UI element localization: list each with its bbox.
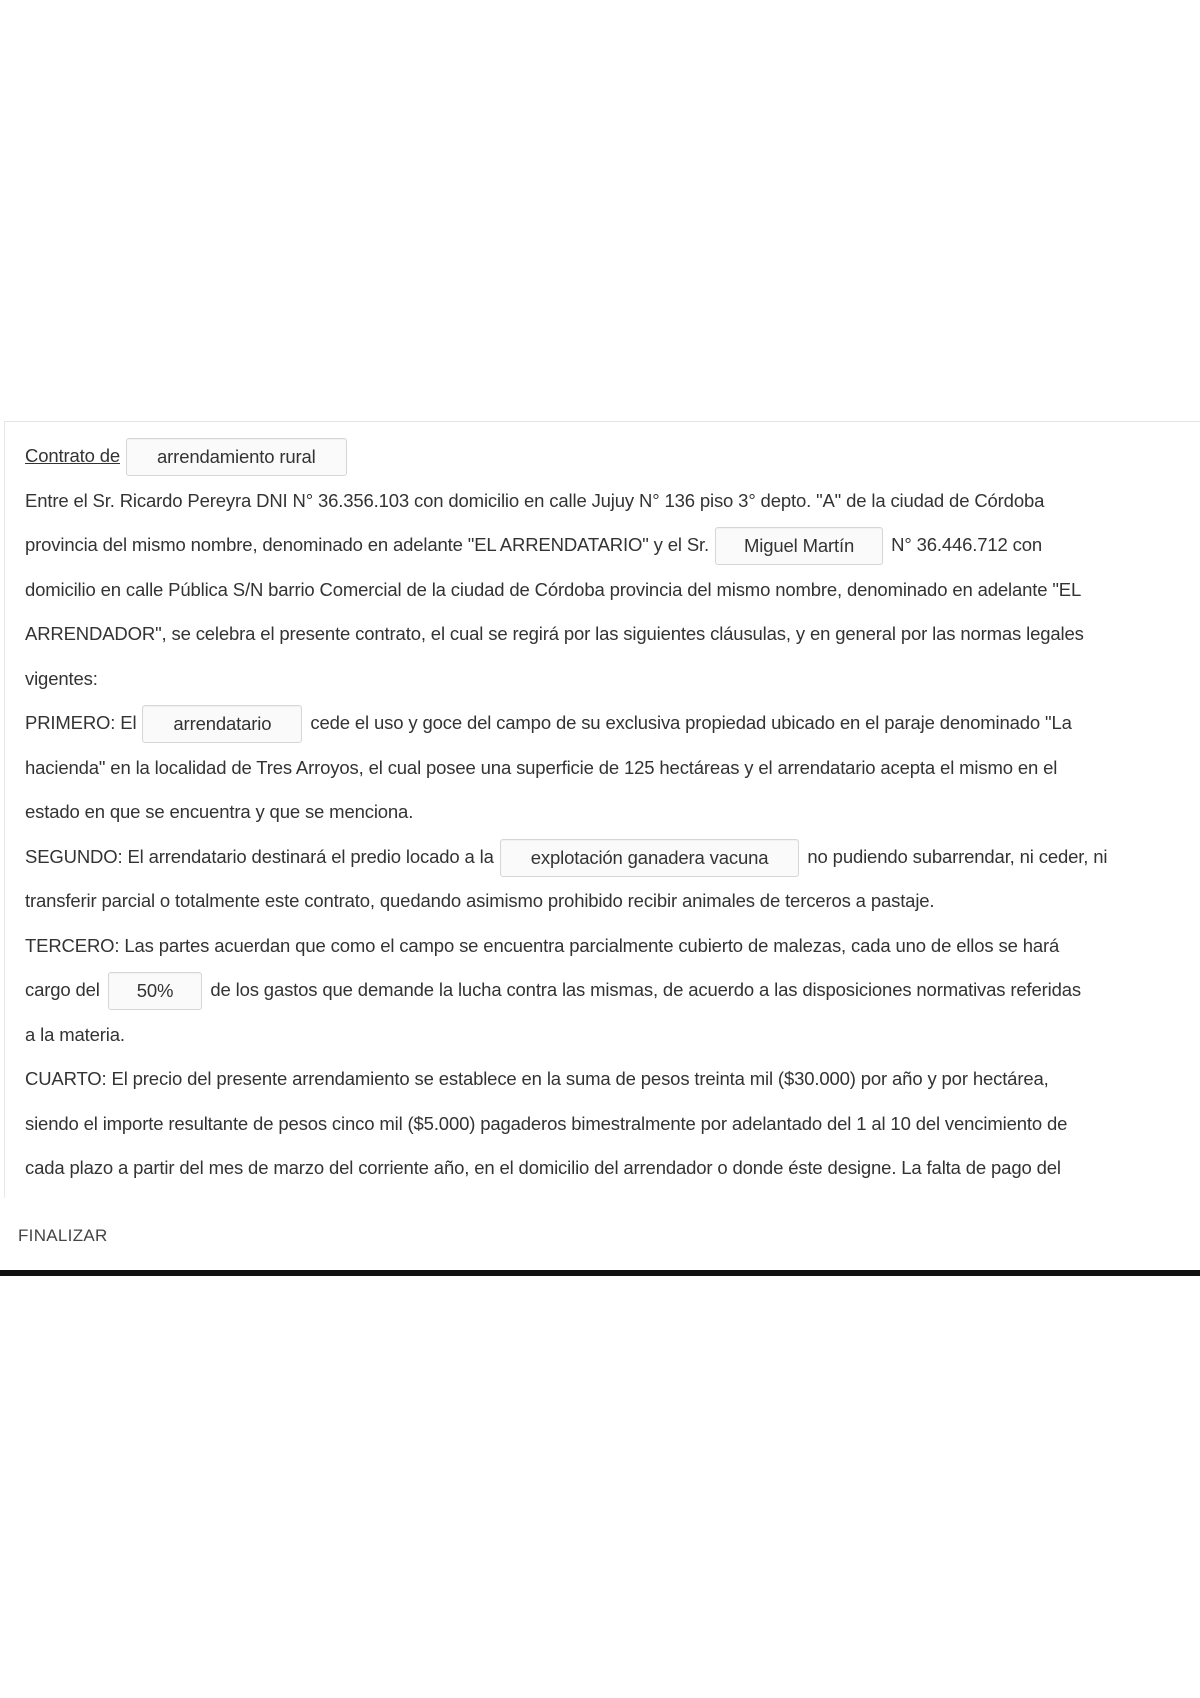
- clause-tercero-line-3: a la materia.: [25, 1023, 125, 1045]
- clause-segundo-line-2: transferir parcial o totalmente este contrato, quedando asimismo prohibido recibir animales de terceros a pastaje.: [25, 890, 935, 911]
- intro-line-3: domicilio en calle Pública S/N barrio Comercial de la ciudad de Córdoba provincia del mismo nombre, denominado en adelante "EL: [25, 578, 1082, 600]
- bottom-divider: [0, 1270, 1200, 1276]
- clause-segundo-line-1: [25, 835, 1200, 880]
- contract-title-line: [25, 434, 1200, 479]
- clause-primero-after: cede el uso y goce del campo de su exclusiva propiedad ubicado en el paraje denominado "La: [310, 712, 1072, 733]
- blank-contract-type[interactable]: arrendamiento rural: [126, 438, 347, 476]
- blank-segundo-use[interactable]: explotación ganadera vacuna: [500, 839, 800, 877]
- clause-primero-before: PRIMERO: El: [25, 712, 137, 733]
- intro-line-2: [25, 523, 1200, 568]
- clause-cuarto-line-3: cada plazo a partir del mes de marzo del corriente año, en el domicilio del arrendador o donde éste designe. La falta de pago del: [25, 1157, 1061, 1178]
- blank-primero-party[interactable]: arrendatario: [142, 705, 302, 743]
- intro-line-1: Entre el Sr. Ricardo Pereyra DNI N° 36.356.103 con domicilio en calle Jujuy N° 136 piso 3° depto. "A" de la ciudad de Córdoba: [25, 489, 1045, 511]
- clause-segundo-before: SEGUNDO: El arrendatario destinará el predio locado a la: [25, 845, 494, 867]
- clause-tercero-before: cargo del: [25, 979, 100, 1000]
- contract-title: Contrato de: [25, 445, 121, 466]
- intro-line-5: vigentes:: [25, 667, 98, 689]
- clause-cuarto-line-2: siendo el importe resultante de pesos cinco mil ($5.000) pagaderos bimestralmente por adelantado del 1 al 10 del vencimiento de: [25, 1112, 1068, 1134]
- clause-tercero-line-1: TERCERO: Las partes acuerdan que como el campo se encuentra parcialmente cubierto de malezas, cada uno de ellos se hará: [25, 934, 1060, 956]
- blank-arrendador-name[interactable]: Miguel Martín: [715, 527, 883, 565]
- intro-line-4: ARRENDADOR", se celebra el presente contrato, el cual se regirá por las siguientes cláusulas, y en general por las normas legales: [25, 623, 1084, 644]
- blank-tercero-percentage[interactable]: 50%: [108, 972, 203, 1010]
- finish-button[interactable]: FINALIZAR: [18, 1226, 108, 1245]
- clause-tercero-line-2: [25, 968, 1200, 1013]
- clause-primero-line-2: hacienda" en la localidad de Tres Arroyos, el cual posee una superficie de 125 hectáreas y el arrendatario acepta el mismo en el: [25, 756, 1058, 778]
- clause-segundo-after: no pudiendo subarrendar, ni ceder, ni: [807, 845, 1108, 867]
- intro-line-2-after: N° 36.446.712 con: [891, 534, 1043, 555]
- clause-tercero-after: de los gastos que demande la lucha contra las mismas, de acuerdo a las disposiciones normativas referidas: [210, 979, 1082, 1000]
- contract-text-area[interactable]: [5, 422, 1200, 1198]
- clause-primero-line-1: [25, 701, 1200, 746]
- contract-panel: [4, 421, 1200, 1198]
- intro-line-2-before: provincia del mismo nombre, denominado en adelante "EL ARRENDATARIO" y el Sr.: [25, 534, 710, 555]
- clause-cuarto-line-1: CUARTO: El precio del presente arrendamiento se establece en la suma de pesos treinta mil ($30.000) por año y por hectárea,: [25, 1068, 1049, 1089]
- clause-primero-line-3: estado en que se encuentra y que se menciona.: [25, 801, 414, 822]
